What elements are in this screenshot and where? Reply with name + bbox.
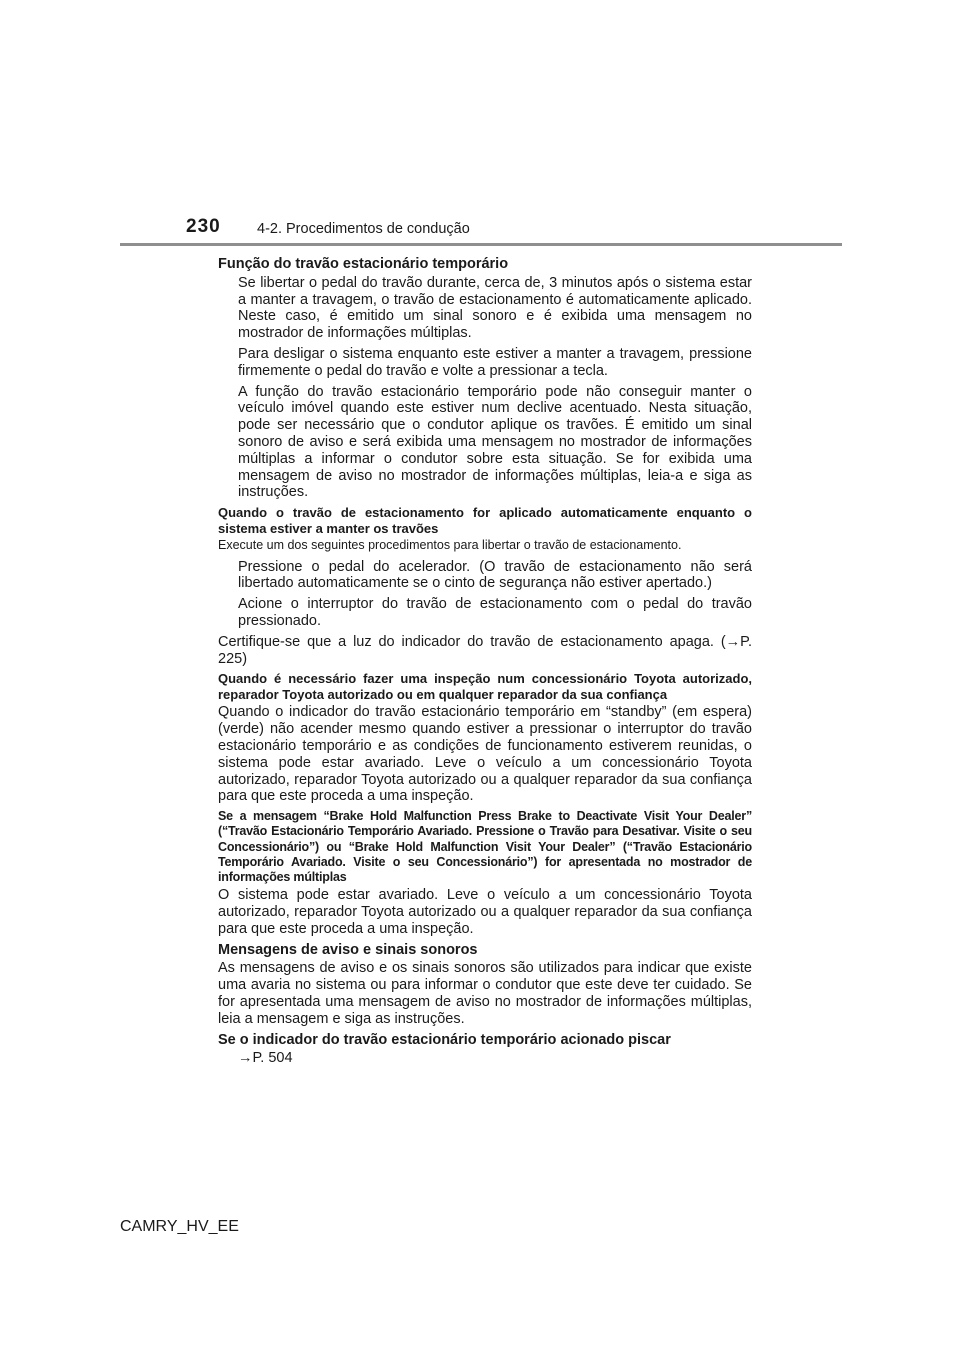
- section-title: 4-2. Procedimentos de condução: [257, 221, 470, 237]
- page-reference: →P. 504: [238, 1050, 293, 1067]
- paragraph: As mensagens de aviso e os sinais sonoros são utilizados para indicar que existe uma avaria no sistema ou para informar o condutor que este deve ter cuidado. Se for apresentada uma mensagem de aviso no mostrador de informações múltiplas, leia a mensagem e siga as instruções.: [218, 960, 752, 1027]
- heading-temporary-hold-function: Função do travão estacionário temporário: [218, 256, 509, 272]
- paragraph: Quando o indicador do travão estacionário temporário em “standby” (em espera) (verde) não acender mesmo quando estiver a pressionar o interruptor do travão estacionário temporário e as condições de funcionamento estiverem reunidas, o sistema pode estar avariado. Leve o veículo a um concessionário Toyota autorizado, reparador Toyota autorizado ou a qualquer reparador da sua confiança para que este proceda a uma inspeção.: [218, 704, 752, 805]
- paragraph: Execute um dos seguintes procedimentos para libertar o travão de estacionamento.: [218, 538, 682, 553]
- page-content: [218, 256, 752, 1071]
- paragraph: Pressione o pedal do acelerador. (O travão de estacionamento não será libertado automaticamente se o cinto de segurança não estiver apertado.): [238, 558, 752, 592]
- paragraph: Para desligar o sistema enquanto este estiver a manter a travagem, pressione firmemente o pedal do travão e volte a pressionar a tecla.: [238, 345, 752, 379]
- heading-parking-brake-auto-applied: Quando o travão de estacionamento for aplicado automaticamente enquanto o sistema estiver a manter os travões: [218, 505, 752, 536]
- paragraph: A função do travão estacionário temporário pode não conseguir manter o veículo imóvel quando este estiver num declive acentuado. Nesta situação, pode ser necessário que o condutor aplique os travões. É emitido um sinal sonoro de aviso e será exibida uma mensagem no mostrador de informações múltiplas a informar o condutor sobre esta situação. Se for exibida uma mensagem de aviso no mostrador de informações múltiplas, leia-a e siga as instruções.: [238, 383, 752, 501]
- page-number: 230: [186, 216, 221, 237]
- header-divider: [120, 243, 842, 246]
- model-code: CAMRY_HV_EE: [120, 1218, 239, 1235]
- paragraph: Acione o interruptor do travão de estacionamento com o pedal do travão pressionado.: [238, 596, 752, 630]
- heading-indicator-flashing: Se o indicador do travão estacionário temporário acionado piscar: [218, 1031, 671, 1048]
- heading-inspection-required: Quando é necessário fazer uma inspeção num concessionário Toyota autorizado, reparador Toyota autorizado ou em qualquer reparador da sua confiança: [218, 671, 752, 702]
- paragraph: Se libertar o pedal do travão durante, cerca de, 3 minutos após o sistema estar a manter a travagem, o travão de estacionamento é automaticamente aplicado. Neste caso, é emitido um sinal sonoro e é exibida uma mensagem no mostrador de informações múltiplas.: [238, 274, 752, 342]
- heading-warning-messages: Mensagens de aviso e sinais sonoros: [218, 941, 478, 958]
- heading-malfunction-message: Se a mensagem “Brake Hold Malfunction Press Brake to Deactivate Visit Your Dealer” (“Travão Estacionário Temporário Avariado. Pressione o Travão para Desativar. Visite o seu Concessionário”) ou “Brake Hold Malfunction Visit Your Dealer” (“Travão Estacionário Temporário Avariado. Visite o seu Concessionário”) for apresentada no mostrador de informações múltiplas: [218, 809, 752, 885]
- paragraph: O sistema pode estar avariado. Leve o veículo a um concessionário Toyota autorizado, reparador Toyota autorizado ou a qualquer reparador da sua confiança para que este proceda a uma inspeção.: [218, 887, 752, 937]
- paragraph: Certifique-se que a luz do indicador do travão de estacionamento apaga. (→P. 225): [218, 633, 752, 667]
